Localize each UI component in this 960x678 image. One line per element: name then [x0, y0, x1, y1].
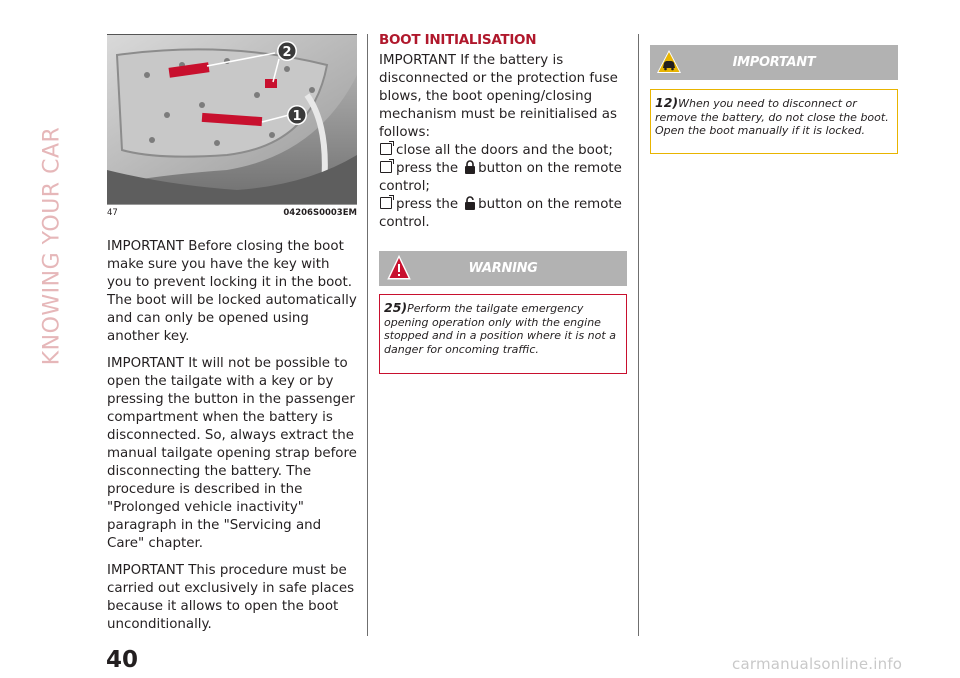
- intro-paragraph: IMPORTANT If the battery is disconnected or the protection fuse blows, the boot opening/closing mechanism must be reinitialised as follows:: [379, 53, 618, 140]
- important-banner: [650, 45, 898, 80]
- checkbox-bullet-icon: [380, 143, 392, 155]
- watermark-text: carmanualsonline.info: [732, 655, 903, 673]
- side-section-title-text: KNOWING YOUR CAR: [39, 126, 65, 366]
- important-box: [650, 89, 898, 154]
- paragraph-important-safe: IMPORTANT This procedure must be carried out exclusively in safe places because it allows to open the boot unconditionally.: [107, 563, 355, 632]
- page-number: 40: [106, 647, 139, 673]
- figure-code: 04206S0003EM: [283, 208, 357, 218]
- side-section-title: [39, 126, 65, 366]
- step-3-text-after: button on the remote control.: [379, 197, 622, 230]
- figure-caption: [107, 204, 357, 219]
- callout-2-label: 2: [282, 45, 292, 60]
- middle-column-text: [379, 31, 627, 232]
- callout-2: [277, 41, 297, 61]
- step-item-3: [379, 196, 627, 232]
- checkbox-bullet-icon: [380, 197, 392, 209]
- column-divider-left: [367, 34, 368, 636]
- step-item-2: [379, 160, 627, 196]
- paragraph-important-key: IMPORTANT Before closing the boot make sure you have the key with you to prevent locking it in the boot. The boot will be locked automatically and can only be opened using another key.: [107, 239, 357, 344]
- callout-1: [287, 105, 307, 125]
- important-text: When you need to disconnect or remove the battery, do not close the boot. Open the boot manually if it is locked.: [655, 97, 889, 137]
- step-2-text-before: press the: [396, 161, 459, 176]
- important-title: IMPORTANT: [732, 55, 816, 70]
- section-heading: BOOT INITIALISATION: [379, 32, 537, 48]
- warning-text: Perform the tailgate emergency opening operation only with the engine stopped and in a position where it is not a danger for oncoming traffic.: [384, 302, 616, 356]
- step-1-text: close all the doors and the boot;: [396, 143, 613, 158]
- lock-open-icon: [464, 196, 476, 210]
- paragraph-important-battery: IMPORTANT It will not be possible to open the tailgate with a key or by pressing the button in the passenger compartment when the battery is disconnected. So, always extract the manual tailgate opening strap before disconnecting the battery. The procedure is described in the "Prolonged vehicle inactivity" paragraph in the "Servicing and Care" chapter.: [107, 356, 357, 551]
- step-2-text-after: button on the remote control;: [379, 161, 622, 194]
- column-divider-right: [638, 34, 639, 636]
- boot-lid-photo: [107, 34, 357, 204]
- checkbox-bullet-icon: [380, 161, 392, 173]
- warning-title: WARNING: [468, 261, 538, 276]
- step-item-1: [379, 142, 627, 160]
- warning-box: [379, 294, 627, 374]
- lock-closed-icon: [464, 160, 476, 174]
- boot-lid-illustration: [107, 35, 357, 204]
- callout-1-label: 1: [292, 109, 302, 124]
- important-number: 12): [655, 95, 679, 110]
- warning-banner: [379, 251, 627, 286]
- step-3-text-before: press the: [396, 197, 459, 212]
- left-column-text: [107, 238, 357, 643]
- figure-number: 47: [107, 208, 118, 218]
- warning-number: 25): [384, 300, 408, 315]
